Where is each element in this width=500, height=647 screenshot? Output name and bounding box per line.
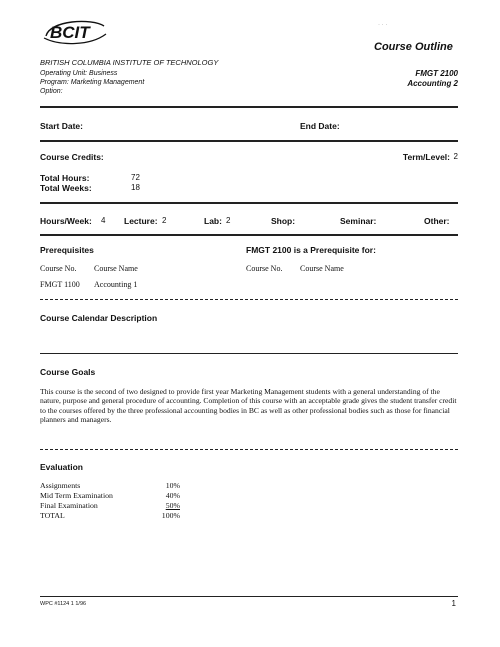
divider — [40, 234, 458, 236]
operating-unit: Operating Unit: Business — [40, 70, 118, 77]
seminar-label: Seminar: — [340, 216, 377, 226]
doc-title: Course Outline — [374, 41, 453, 53]
hours-week-label: Hours/Week: — [40, 216, 92, 226]
course-no-header: Course No. — [246, 264, 283, 273]
hours-week-value: 4 — [101, 216, 106, 225]
divider — [40, 449, 458, 450]
total-hours-value: 72 — [131, 173, 140, 182]
course-no-header: Course No. — [40, 264, 77, 273]
svg-text:BCIT: BCIT — [50, 23, 90, 42]
evaluation-row — [40, 511, 180, 521]
prereq-course-name: Accounting 1 — [94, 280, 138, 289]
evaluation-row — [40, 491, 180, 501]
other-label: Other: — [424, 216, 450, 226]
evaluation-label: Assignments — [40, 481, 81, 490]
lecture-label: Lecture: — [124, 216, 158, 226]
course-title: Accounting 2 — [407, 79, 458, 88]
course-name-header: Course Name — [94, 264, 138, 273]
prereq-course-no: FMGT 1100 — [40, 280, 80, 289]
prerequisite-for-title: FMGT 2100 is a Prerequisite for: — [246, 245, 376, 255]
term-level-label: Term/Level: — [402, 152, 450, 162]
evaluation-percent: 100% — [161, 511, 180, 520]
total-hours-label: Total Hours: — [40, 173, 90, 183]
evaluation-row — [40, 501, 180, 511]
evaluation-label: Mid Term Examination — [40, 491, 113, 500]
lab-value: 2 — [226, 216, 231, 225]
evaluation-percent: 50% — [165, 501, 180, 510]
divider — [40, 140, 458, 142]
lecture-value: 2 — [162, 216, 167, 225]
evaluation-percent: 40% — [165, 491, 180, 500]
course-goals-body: This course is the second of two designed to provide first year Marketing Management students with a general understanding of the nature, purpose and general procedure of accounting. Completion of this course with an acceptable grade gives the student transfer credit to the courses offered by the three professional accounting bodies in BC as well as other professional bodies such as those for financial planners and managers. — [40, 387, 457, 425]
calendar-description-title: Course Calendar Description — [40, 313, 158, 323]
page-number: 1 — [451, 599, 456, 608]
evaluation-percent: 10% — [165, 481, 180, 490]
divider — [40, 353, 458, 354]
institution-name: BRITISH COLUMBIA INSTITUTE OF TECHNOLOGY — [40, 58, 219, 67]
course-name-header: Course Name — [300, 264, 344, 273]
bcit-logo — [40, 16, 108, 48]
evaluation-label: Final Examination — [40, 501, 98, 510]
scan-mark: · · · — [378, 22, 388, 28]
term-level-value: 2 — [453, 152, 458, 161]
course-goals-title: Course Goals — [40, 367, 96, 377]
end-date-label: End Date: — [300, 121, 340, 131]
course-credits-label: Course Credits: — [40, 152, 104, 162]
footer-divider — [40, 596, 458, 597]
evaluation-label: TOTAL — [40, 511, 65, 520]
evaluation-row — [40, 481, 180, 491]
divider — [40, 106, 458, 108]
prerequisites-title: Prerequisites — [40, 245, 94, 255]
form-code: WPC #1124 1 1/96 — [40, 601, 87, 607]
total-weeks-value: 18 — [131, 183, 140, 192]
lab-label: Lab: — [204, 216, 222, 226]
divider — [40, 202, 458, 204]
total-weeks-label: Total Weeks: — [40, 183, 92, 193]
course-code: FMGT 2100 — [415, 69, 458, 78]
start-date-label: Start Date: — [40, 121, 83, 131]
divider — [40, 299, 458, 300]
shop-label: Shop: — [271, 216, 296, 226]
program: Program: Marketing Management — [40, 79, 145, 86]
evaluation-title: Evaluation — [40, 462, 83, 472]
option: Option: — [40, 88, 63, 95]
